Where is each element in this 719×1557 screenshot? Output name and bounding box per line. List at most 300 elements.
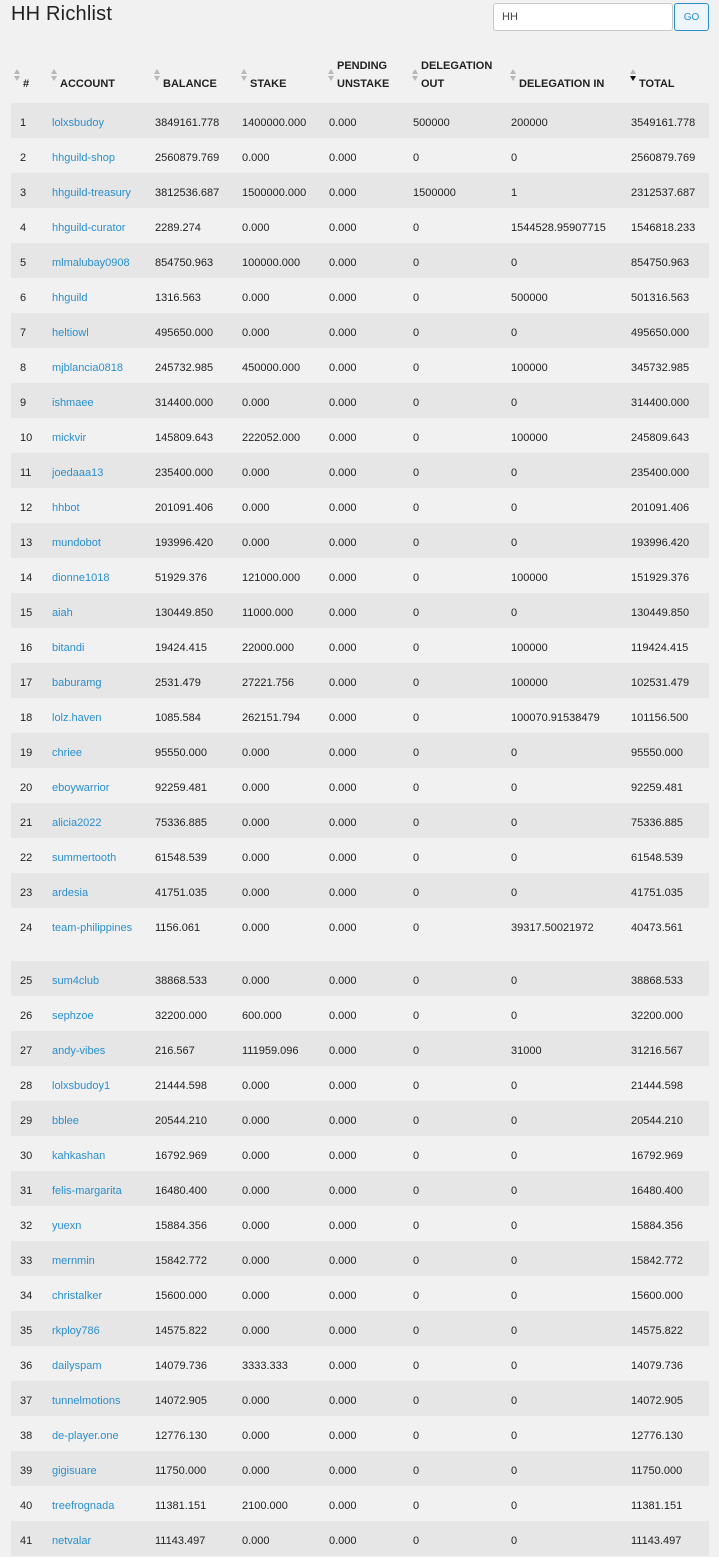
account-link[interactable]: joedaaa13 <box>52 467 104 479</box>
cell-pending-unstake: 0.000 <box>329 747 357 759</box>
cell-delegation-in: 1544528.95907715 <box>511 222 606 234</box>
cell-pending-unstake: 0.000 <box>329 677 357 689</box>
account-link[interactable]: summertooth <box>52 852 117 864</box>
column-header-delegation-in[interactable] <box>511 57 631 103</box>
account-link[interactable]: lolxsbudoy1 <box>52 1080 111 1092</box>
table-row <box>11 103 709 138</box>
table-row <box>11 733 709 768</box>
cell-delegation-out: 0 <box>413 782 420 794</box>
cell-account <box>52 208 155 243</box>
table-row <box>11 1066 709 1101</box>
cell-account <box>52 1136 155 1171</box>
cell-total: 854750.963 <box>631 257 690 269</box>
cell-balance: 95550.000 <box>155 747 207 759</box>
cell-stake: 0.000 <box>242 1325 270 1337</box>
cell-balance: 3849161.778 <box>155 117 220 129</box>
cell-account <box>52 803 155 838</box>
cell-balance: 11381.151 <box>155 1500 207 1512</box>
cell-total: 11143.497 <box>631 1535 682 1547</box>
cell-account <box>52 628 155 663</box>
cell-rank: 28 <box>20 1080 33 1092</box>
sort-icon[interactable] <box>241 69 247 83</box>
cell-rank: 38 <box>20 1430 33 1442</box>
sort-icon[interactable] <box>412 69 418 83</box>
account-link[interactable]: ardesia <box>52 887 89 899</box>
table-row <box>11 803 709 838</box>
cell-stake: 27221.756 <box>242 677 294 689</box>
cell-total: 40473.561 <box>631 922 683 934</box>
cell-account <box>52 278 155 313</box>
cell-delegation-out: 0 <box>413 1255 420 1267</box>
cell-rank: 31 <box>20 1185 33 1197</box>
account-link[interactable]: alicia2022 <box>52 817 102 829</box>
cell-account <box>52 1066 155 1101</box>
cell-delegation-in: 0 <box>511 852 518 864</box>
cell-pending-unstake: 0.000 <box>329 1535 357 1547</box>
cell-stake: 11000.000 <box>242 607 294 619</box>
account-link[interactable]: hhguild-curator <box>52 222 126 234</box>
cell-delegation-out: 0 <box>413 432 420 444</box>
cell-pending-unstake: 0.000 <box>329 257 357 269</box>
table-row <box>11 173 709 208</box>
sort-icon[interactable] <box>630 69 636 83</box>
table-row <box>11 1346 709 1381</box>
column-header-label: STAKE <box>250 78 287 90</box>
sort-icon[interactable] <box>154 69 160 83</box>
cell-account <box>52 733 155 768</box>
cell-rank: 37 <box>20 1395 33 1407</box>
cell-account <box>52 1171 155 1206</box>
cell-stake: 0.000 <box>242 1115 270 1127</box>
cell-delegation-out: 0 <box>413 1010 420 1022</box>
cell-stake: 0.000 <box>242 1255 270 1267</box>
cell-delegation-out: 0 <box>413 817 420 829</box>
account-link[interactable]: aiah <box>52 607 73 619</box>
cell-balance: 201091.406 <box>155 502 214 514</box>
cell-rank: 29 <box>20 1115 33 1127</box>
go-button[interactable]: GO <box>674 3 709 31</box>
cell-stake: 0.000 <box>242 887 270 899</box>
cell-rank: 14 <box>20 572 33 584</box>
account-link[interactable]: gigisuare <box>52 1465 97 1477</box>
cell-total: 16792.969 <box>631 1150 683 1162</box>
column-header-label: BALANCE <box>163 78 217 90</box>
cell-delegation-out: 0 <box>413 257 420 269</box>
table-row <box>11 208 709 243</box>
cell-account <box>52 1276 155 1311</box>
cell-balance: 2531.479 <box>155 677 201 689</box>
cell-balance: 1316.563 <box>155 292 201 304</box>
account-link[interactable]: tunnelmotions <box>52 1395 121 1407</box>
cell-delegation-out: 0 <box>413 537 420 549</box>
cell-balance: 14079.736 <box>155 1360 207 1372</box>
cell-balance: 16792.969 <box>155 1150 207 1162</box>
cell-delegation-in: 0 <box>511 1500 518 1512</box>
cell-balance: 1085.584 <box>155 712 201 724</box>
cell-delegation-out: 0 <box>413 1535 420 1547</box>
cell-balance: 3812536.687 <box>155 187 220 199</box>
cell-rank: 11 <box>20 467 32 479</box>
account-link[interactable]: sum4club <box>52 975 100 987</box>
cell-total: 61548.539 <box>631 852 683 864</box>
cell-stake: 22000.000 <box>242 642 294 654</box>
cell-delegation-out: 0 <box>413 1500 420 1512</box>
cell-delegation-in: 0 <box>511 747 518 759</box>
cell-rank: 10 <box>20 432 33 444</box>
cell-total: 101156.500 <box>631 712 689 724</box>
cell-total: 102531.479 <box>631 677 690 689</box>
cell-stake: 0.000 <box>242 747 270 759</box>
cell-delegation-out: 0 <box>413 1360 420 1372</box>
cell-stake: 0.000 <box>242 817 270 829</box>
account-link[interactable]: mernmin <box>52 1255 95 1267</box>
table-row <box>11 1486 709 1521</box>
cell-balance: 1156.061 <box>155 922 201 934</box>
cell-delegation-out: 0 <box>413 397 420 409</box>
cell-delegation-in: 100000 <box>511 572 548 584</box>
table-row <box>11 1521 709 1556</box>
cell-delegation-in: 0 <box>511 817 518 829</box>
cell-stake: 0.000 <box>242 327 270 339</box>
cell-total: 12776.130 <box>631 1430 683 1442</box>
cell-account <box>52 698 155 733</box>
column-header-rank[interactable] <box>11 57 52 103</box>
table-row <box>11 383 709 418</box>
cell-delegation-in: 0 <box>511 607 518 619</box>
cell-account <box>52 348 155 383</box>
cell-delegation-in: 0 <box>511 1115 518 1127</box>
column-header-delegation-out[interactable] <box>413 57 511 103</box>
table-row <box>11 523 709 558</box>
table-row <box>11 961 709 996</box>
cell-account <box>52 138 155 173</box>
account-link[interactable]: yuexn <box>52 1220 82 1232</box>
cell-balance: 15842.772 <box>155 1255 207 1267</box>
cell-total: 345732.985 <box>631 362 690 374</box>
sort-icon[interactable] <box>51 69 57 83</box>
cell-account <box>52 1346 155 1381</box>
cell-rank: 17 <box>20 677 33 689</box>
cell-account <box>52 418 155 453</box>
table-row <box>11 698 709 733</box>
cell-stake: 0.000 <box>242 502 270 514</box>
cell-stake: 0.000 <box>242 222 270 234</box>
account-link[interactable]: eboywarrior <box>52 782 110 794</box>
cell-stake: 0.000 <box>242 975 270 987</box>
account-link[interactable]: felis-margarita <box>52 1185 122 1197</box>
table-row <box>11 1031 709 1066</box>
cell-delegation-in: 1 <box>511 187 518 199</box>
account-link[interactable]: ishmaee <box>52 397 94 409</box>
cell-rank: 21 <box>20 817 33 829</box>
cell-total: 119424.415 <box>631 642 689 654</box>
cell-pending-unstake: 0.000 <box>329 362 357 374</box>
cell-rank: 3 <box>20 187 27 199</box>
cell-balance: 51929.376 <box>155 572 207 584</box>
account-link[interactable]: christalker <box>52 1290 103 1302</box>
sort-icon[interactable] <box>328 69 334 83</box>
cell-balance: 854750.963 <box>155 257 214 269</box>
richlist-table <box>11 57 709 1556</box>
cell-account <box>52 1031 155 1066</box>
search-input[interactable] <box>493 3 673 31</box>
cell-rank: 36 <box>20 1360 33 1372</box>
cell-pending-unstake: 0.000 <box>329 1500 357 1512</box>
cell-rank: 23 <box>20 887 33 899</box>
cell-account <box>52 593 155 628</box>
cell-total: 95550.000 <box>631 747 683 759</box>
column-header-label: DELEGATION IN <box>519 78 605 90</box>
cell-account <box>52 996 155 1031</box>
account-link[interactable]: andy-vibes <box>52 1045 106 1057</box>
cell-account <box>52 1451 155 1486</box>
cell-rank: 5 <box>20 257 27 269</box>
cell-balance: 38868.533 <box>155 975 207 987</box>
cell-pending-unstake: 0.000 <box>329 327 357 339</box>
account-link[interactable]: sephzoe <box>52 1010 94 1022</box>
cell-stake: 262151.794 <box>242 712 301 724</box>
account-link[interactable]: bblee <box>52 1115 79 1127</box>
cell-delegation-in: 0 <box>511 1360 518 1372</box>
account-link[interactable]: mjblancia0818 <box>52 362 123 374</box>
table-row <box>11 1381 709 1416</box>
cell-delegation-in: 0 <box>511 887 518 899</box>
cell-total: 92259.481 <box>631 782 683 794</box>
cell-delegation-out: 0 <box>413 607 420 619</box>
column-header-stake[interactable] <box>242 57 329 103</box>
cell-stake: 0.000 <box>242 782 270 794</box>
table-row <box>11 1276 709 1311</box>
cell-stake: 0.000 <box>242 1465 270 1477</box>
cell-account <box>52 1381 155 1416</box>
table-row <box>11 1171 709 1206</box>
cell-total: 38868.533 <box>631 975 683 987</box>
account-link[interactable]: mundobot <box>52 537 101 549</box>
column-header-balance[interactable] <box>155 57 242 103</box>
cell-account <box>52 1311 155 1346</box>
cell-rank: 35 <box>20 1325 33 1337</box>
cell-delegation-out: 0 <box>413 1115 420 1127</box>
cell-delegation-out: 0 <box>413 222 420 234</box>
cell-delegation-out: 0 <box>413 712 420 724</box>
cell-account <box>52 1101 155 1136</box>
cell-account <box>52 103 155 138</box>
cell-stake: 0.000 <box>242 1290 270 1302</box>
table-row <box>11 768 709 803</box>
account-link[interactable]: heltiowl <box>52 327 89 339</box>
cell-delegation-out: 1500000 <box>413 187 456 199</box>
table-row <box>11 1416 709 1451</box>
table-row <box>11 243 709 278</box>
cell-balance: 14072.905 <box>155 1395 207 1407</box>
cell-pending-unstake: 0.000 <box>329 852 357 864</box>
cell-rank: 19 <box>20 747 33 759</box>
account-link[interactable]: bitandi <box>52 642 85 654</box>
cell-total: 41751.035 <box>631 887 683 899</box>
cell-rank: 33 <box>20 1255 33 1267</box>
cell-balance: 216.567 <box>155 1045 195 1057</box>
cell-delegation-in: 0 <box>511 152 518 164</box>
cell-account <box>52 558 155 593</box>
account-link[interactable]: rkploy786 <box>52 1325 100 1337</box>
cell-delegation-in: 100000 <box>511 432 548 444</box>
account-link[interactable]: dailyspam <box>52 1360 102 1372</box>
cell-account <box>52 961 155 996</box>
account-link[interactable]: kahkashan <box>52 1150 106 1162</box>
cell-delegation-out: 0 <box>413 1220 420 1232</box>
cell-account <box>52 838 155 873</box>
table-row <box>11 1101 709 1136</box>
cell-total: 31216.567 <box>631 1045 683 1057</box>
cell-total: 2312537.687 <box>631 187 696 199</box>
cell-balance: 15600.000 <box>155 1290 207 1302</box>
cell-delegation-in: 0 <box>511 537 518 549</box>
cell-stake: 0.000 <box>242 1150 270 1162</box>
cell-total: 32200.000 <box>631 1010 683 1022</box>
cell-account <box>52 173 155 208</box>
account-link[interactable]: mickvir <box>52 432 87 444</box>
account-link[interactable]: team-philippines <box>52 922 133 934</box>
cell-delegation-in: 100000 <box>511 677 548 689</box>
column-header-pending-unstake[interactable] <box>329 57 413 103</box>
table-row <box>11 873 709 908</box>
cell-balance: 2289.274 <box>155 222 201 234</box>
table-row <box>11 593 709 628</box>
cell-delegation-out: 0 <box>413 922 420 934</box>
cell-delegation-out: 0 <box>413 1185 420 1197</box>
cell-pending-unstake: 0.000 <box>329 1115 357 1127</box>
cell-pending-unstake: 0.000 <box>329 1325 357 1337</box>
account-link[interactable]: baburamg <box>52 677 102 689</box>
cell-total: 245809.643 <box>631 432 690 444</box>
cell-delegation-out: 0 <box>413 467 420 479</box>
table-row <box>11 453 709 488</box>
account-link[interactable]: chriee <box>52 747 82 759</box>
cell-rank: 7 <box>20 327 27 339</box>
sort-icon[interactable] <box>510 69 516 83</box>
cell-account <box>52 523 155 558</box>
cell-account <box>52 1521 155 1556</box>
cell-total: 14072.905 <box>631 1395 683 1407</box>
cell-delegation-in: 0 <box>511 257 518 269</box>
account-link[interactable]: lolxsbudoy <box>52 117 104 129</box>
cell-stake: 1400000.000 <box>242 117 307 129</box>
cell-balance: 15884.356 <box>155 1220 207 1232</box>
column-header-label: PENDING UNSTAKE <box>337 60 390 90</box>
account-link[interactable]: hhguild <box>52 292 88 304</box>
cell-stake: 0.000 <box>242 537 270 549</box>
cell-balance: 12776.130 <box>155 1430 207 1442</box>
account-link[interactable]: hhguild-treasury <box>52 187 131 199</box>
account-link[interactable]: dionne1018 <box>52 572 110 584</box>
cell-pending-unstake: 0.000 <box>329 1185 357 1197</box>
sort-icon[interactable] <box>14 69 20 83</box>
cell-delegation-in: 0 <box>511 327 518 339</box>
cell-rank: 34 <box>20 1290 33 1302</box>
cell-rank: 39 <box>20 1465 33 1477</box>
cell-pending-unstake: 0.000 <box>329 1255 357 1267</box>
cell-total: 130449.850 <box>631 607 690 619</box>
cell-stake: 1500000.000 <box>242 187 307 199</box>
account-link[interactable]: netvalar <box>52 1535 92 1547</box>
cell-pending-unstake: 0.000 <box>329 1360 357 1372</box>
cell-stake: 0.000 <box>242 1220 270 1232</box>
cell-delegation-in: 200000 <box>511 117 548 129</box>
cell-delegation-in: 100070.91538479 <box>511 712 600 724</box>
cell-delegation-in: 39317.50021972 <box>511 922 594 934</box>
cell-stake: 3333.333 <box>242 1360 288 1372</box>
cell-delegation-out: 0 <box>413 1465 420 1477</box>
cell-pending-unstake: 0.000 <box>329 117 357 129</box>
cell-total: 14575.822 <box>631 1325 683 1337</box>
cell-stake: 0.000 <box>242 1535 270 1547</box>
cell-pending-unstake: 0.000 <box>329 1290 357 1302</box>
cell-pending-unstake: 0.000 <box>329 1395 357 1407</box>
cell-account <box>52 243 155 278</box>
cell-rank: 4 <box>20 222 27 234</box>
cell-total: 235400.000 <box>631 467 690 479</box>
cell-rank: 8 <box>20 362 27 374</box>
table-row <box>11 908 709 961</box>
account-link[interactable]: de-player.one <box>52 1430 119 1442</box>
cell-pending-unstake: 0.000 <box>329 712 357 724</box>
cell-pending-unstake: 0.000 <box>329 187 357 199</box>
cell-total: 1546818.233 <box>631 222 696 234</box>
cell-delegation-in: 0 <box>511 1255 518 1267</box>
cell-delegation-out: 0 <box>413 292 420 304</box>
cell-rank: 40 <box>20 1500 33 1512</box>
cell-stake: 0.000 <box>242 1430 270 1442</box>
column-header-account[interactable] <box>52 57 155 103</box>
cell-balance: 19424.415 <box>155 642 207 654</box>
cell-rank: 27 <box>20 1045 33 1057</box>
cell-account <box>52 663 155 698</box>
account-link[interactable]: lolz.haven <box>52 712 102 724</box>
cell-rank: 41 <box>20 1535 33 1547</box>
account-link[interactable]: mlmalubay0908 <box>52 257 130 269</box>
cell-rank: 6 <box>20 292 27 304</box>
cell-balance: 235400.000 <box>155 467 214 479</box>
cell-delegation-in: 31000 <box>511 1045 542 1057</box>
cell-stake: 450000.000 <box>242 362 301 374</box>
cell-delegation-out: 0 <box>413 1290 420 1302</box>
cell-delegation-in: 100000 <box>511 642 548 654</box>
cell-rank: 32 <box>20 1220 33 1232</box>
cell-delegation-out: 0 <box>413 362 420 374</box>
cell-balance: 245732.985 <box>155 362 214 374</box>
cell-rank: 2 <box>20 152 27 164</box>
cell-delegation-in: 0 <box>511 1535 518 1547</box>
cell-stake: 100000.000 <box>242 257 301 269</box>
cell-delegation-out: 0 <box>413 152 420 164</box>
cell-balance: 20544.210 <box>155 1115 207 1127</box>
cell-balance: 75336.885 <box>155 817 207 829</box>
cell-stake: 0.000 <box>242 292 270 304</box>
cell-delegation-out: 0 <box>413 1325 420 1337</box>
cell-total: 16480.400 <box>631 1185 683 1197</box>
column-header-total[interactable] <box>631 57 709 103</box>
cell-pending-unstake: 0.000 <box>329 1430 357 1442</box>
account-link[interactable]: hhbot <box>52 502 80 514</box>
cell-pending-unstake: 0.000 <box>329 1150 357 1162</box>
cell-pending-unstake: 0.000 <box>329 537 357 549</box>
account-link[interactable]: hhguild-shop <box>52 152 115 164</box>
cell-rank: 18 <box>20 712 33 724</box>
account-link[interactable]: treefrognada <box>52 1500 115 1512</box>
cell-balance: 314400.000 <box>155 397 214 409</box>
column-header-label: ACCOUNT <box>60 78 115 90</box>
cell-account <box>52 488 155 523</box>
